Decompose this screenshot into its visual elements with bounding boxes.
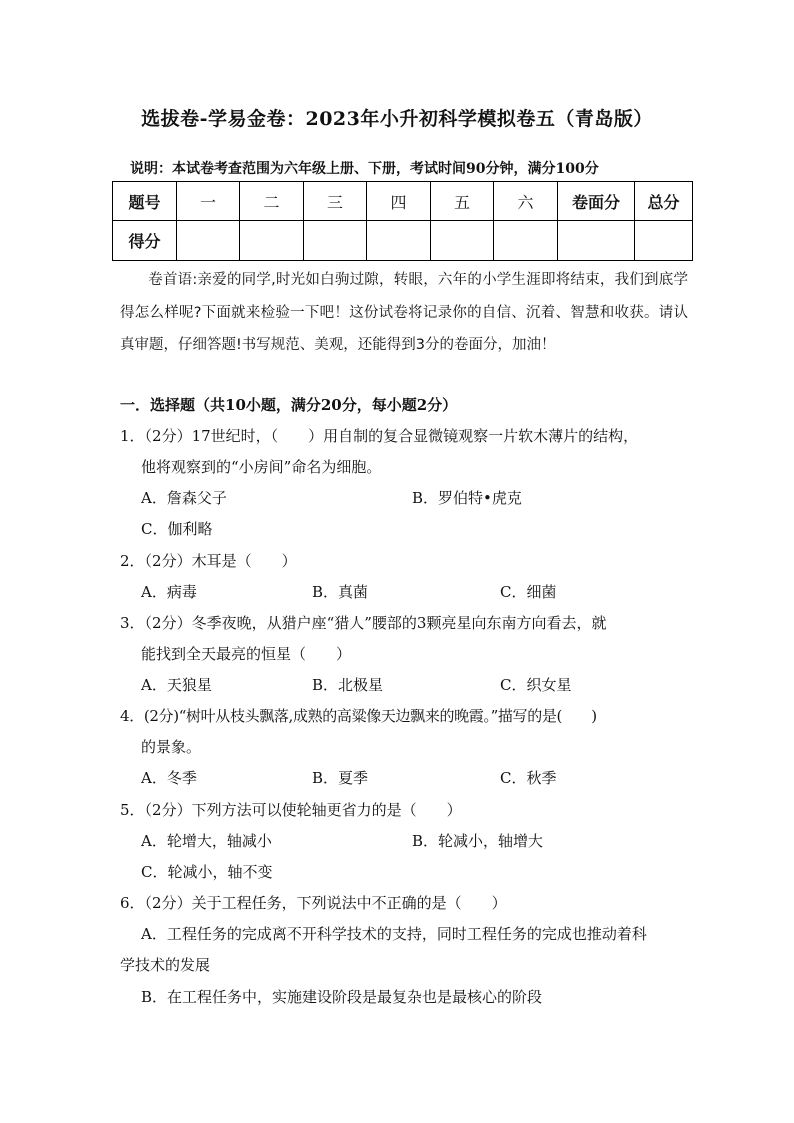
header-cell-number: 题号 <box>113 182 177 221</box>
section-heading-choice: 一．选择题（共10小题，满分20分，每小题2分） <box>120 396 458 414</box>
score-cell-6[interactable] <box>494 221 558 261</box>
q4-stem-line2: 的景象。 <box>141 738 202 756</box>
preface-paragraph <box>120 264 688 362</box>
header-cell-4: 四 <box>367 182 431 221</box>
header-cell-neatness: 卷面分 <box>558 182 635 221</box>
q6-stem-line1: 6．（2分）关于工程任务，下列说法中不正确的是（ ） <box>120 894 507 912</box>
exam-note: 说明：本试卷考查范围为六年级上册、下册，考试时间90分钟，满分100分 <box>130 161 599 177</box>
header-cell-3: 三 <box>304 182 367 221</box>
q1-option-b[interactable]: B．罗伯特•虎克 <box>412 489 522 507</box>
q5-option-a[interactable]: A．轮增大，轴减小 <box>141 832 272 850</box>
preface-text: 卷首语:亲爱的同学,时光如白驹过隙，转眼，六年的小学生涯即将结束，我们到底学得怎么样呢?下面就来检验一下吧！这份试卷将记录你的自信、沉着、智慧和收获。请认真审题，仔细答题!书写规范、美观，还能得到3分的卷面分，加油！ <box>120 272 688 353</box>
q4-option-b[interactable]: B．夏季 <box>312 769 369 787</box>
q1-option-c[interactable]: C．伽利略 <box>141 520 213 538</box>
q1-stem-line2: 他将观察到的“小房间”命名为细胞。 <box>141 458 382 476</box>
q1-stem-line1: 1．（2分）17世纪时，（ ）用自制的复合显微镜观察一片软木薄片的结构， <box>120 427 639 445</box>
q5-option-b[interactable]: B．轮减小，轴增大 <box>412 832 544 850</box>
score-table <box>112 181 693 261</box>
score-cell-4[interactable] <box>367 221 431 261</box>
score-cell-3[interactable] <box>304 221 367 261</box>
score-cell-neatness[interactable] <box>558 221 635 261</box>
q4-stem-line1: 4．(2分)“树叶从枝头飘落,成熟的高粱像天边飘来的晚霞。”描写的是( ) <box>120 707 597 725</box>
q2-option-c[interactable]: C．细菌 <box>500 583 557 601</box>
header-cell-2: 二 <box>240 182 304 221</box>
q4-option-a[interactable]: A．冬季 <box>141 769 197 787</box>
q3-option-a[interactable]: A．天狼星 <box>141 676 212 694</box>
score-row-label: 得分 <box>113 221 177 261</box>
q6-option-b[interactable]: B．在工程任务中，实施建设阶段是最复杂也是最核心的阶段 <box>141 988 543 1006</box>
q2-option-a[interactable]: A．病毒 <box>141 583 197 601</box>
q5-stem-line1: 5．（2分）下列方法可以使轮轴更省力的是（ ） <box>120 801 462 819</box>
score-cell-2[interactable] <box>240 221 304 261</box>
score-table-header-row <box>113 182 693 221</box>
q3-option-b[interactable]: B．北极星 <box>312 676 384 694</box>
header-cell-total: 总分 <box>635 182 693 221</box>
score-table-score-row <box>113 221 693 261</box>
header-cell-5: 五 <box>431 182 494 221</box>
q5-option-c[interactable]: C．轮减小，轴不变 <box>141 863 273 881</box>
score-cell-1[interactable] <box>177 221 240 261</box>
q2-stem-line1: 2．（2分）木耳是（ ） <box>120 552 297 570</box>
q3-stem-line2: 能找到全天最亮的恒星（ ） <box>141 645 352 663</box>
q6-option-a-line1[interactable]: A．工程任务的完成离不开科学技术的支持，同时工程任务的完成也推动着科 <box>141 925 647 943</box>
header-cell-6: 六 <box>494 182 558 221</box>
score-cell-total[interactable] <box>635 221 693 261</box>
score-cell-5[interactable] <box>431 221 494 261</box>
q1-option-a[interactable]: A．詹森父子 <box>141 489 227 507</box>
q4-option-c[interactable]: C．秋季 <box>500 769 557 787</box>
header-cell-1: 一 <box>177 182 240 221</box>
exam-title: 选拔卷-学易金卷：2023年小升初科学模拟卷五（青岛版） <box>141 108 653 130</box>
q3-option-c[interactable]: C．织女星 <box>500 676 572 694</box>
q3-stem-line1: 3．（2分）冬季夜晚，从猎户座“猎人”腰部的3颗亮星向东南方向看去，就 <box>120 614 607 632</box>
q2-option-b[interactable]: B．真菌 <box>312 583 369 601</box>
q6-option-a-line2[interactable]: 学技术的发展 <box>120 956 211 974</box>
